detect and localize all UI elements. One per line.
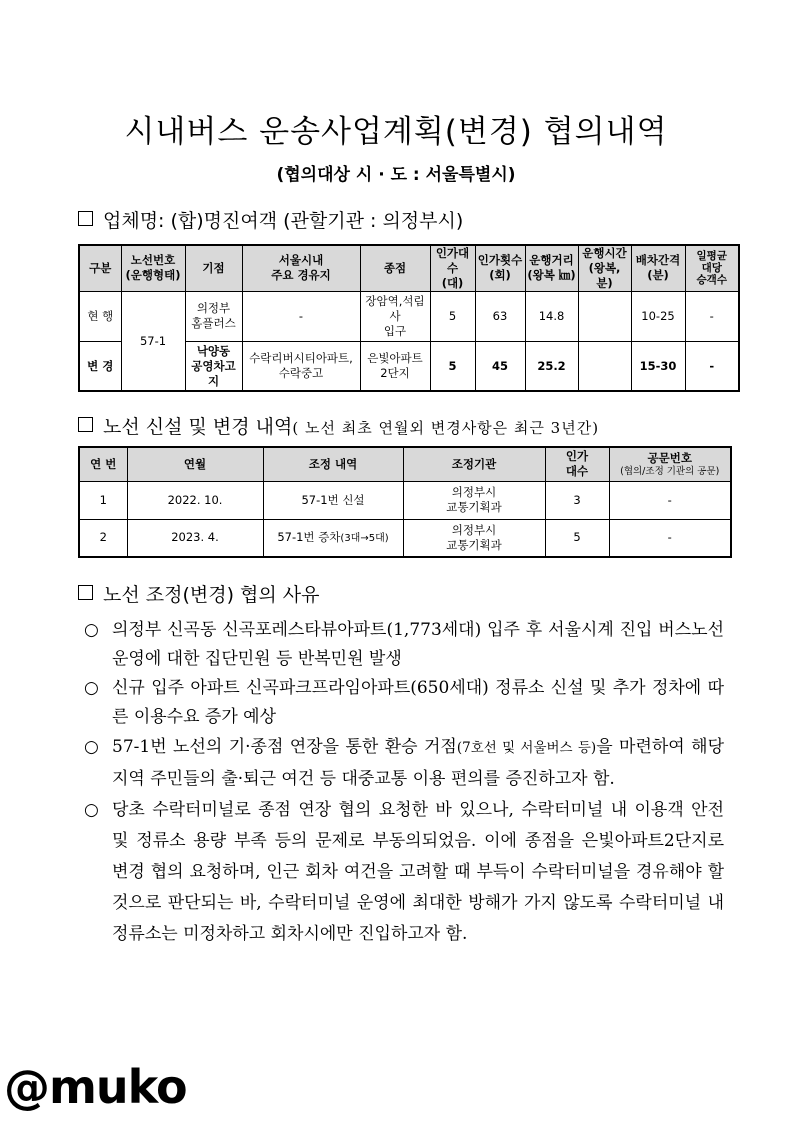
start-point: 낙양동 공영차고지 — [185, 341, 242, 391]
header-cell: 인가횟수 (회) — [475, 245, 525, 291]
section-reason — [78, 580, 319, 607]
bus-count: 5 — [430, 341, 475, 391]
route-history-table — [78, 446, 732, 558]
row-detail-cell — [263, 519, 403, 557]
table-row — [79, 481, 731, 519]
header-cell: 종점 — [360, 245, 430, 291]
row-detail-small: (3대→5대) — [340, 533, 389, 545]
header-cell: 기점 — [185, 245, 242, 291]
header-cell: 구분 — [79, 245, 121, 291]
header-cell: 인가대수 (대) — [430, 245, 475, 291]
row-type: 변 경 — [79, 341, 121, 391]
header-doc-label: 공문번호 — [647, 450, 692, 465]
reason-list — [84, 616, 724, 950]
row-agency: 의정부시 교통기획과 — [403, 481, 545, 519]
header-cell: 운행시간 (왕복, 분) — [578, 245, 631, 291]
header-cell: 조정 내역 — [263, 447, 403, 481]
row-number: 2 — [79, 519, 127, 557]
checkbox-square-icon — [78, 417, 93, 432]
header-cell: 노선번호 (운행형태) — [121, 245, 185, 291]
list-item-text: 당초 수락터미널로 종점 연장 협의 요청한 바 있으나, 수락터미널 내 이용객 안전 및 정류소 용량 부족 등의 문제로 부동의되었음. 이에 종점을 은빛아파트2단지로 변경 협의 요청하며, 인근 회차 여건을 고려할 때 부득이 수락터미널을 경유해야 할 것으로 판단되는 바, 수락터미널 운영에 최대한 방해가 가지 않도록 수락터미널 내 정류소는 미정차하고 회차시에만 진입하고자 함. — [112, 800, 724, 944]
list-item — [84, 674, 724, 732]
section-history-note: ( 노선 최초 연월외 변경사항은 최근 3년간) — [292, 419, 600, 437]
section-history-label: 노선 신설 및 변경 내역 — [103, 416, 293, 438]
route-plan-table — [78, 244, 740, 392]
passengers: - — [685, 291, 739, 341]
list-item-text: 57-1번 노선의 기·종점 연장을 통한 환승 거점 — [112, 737, 457, 757]
header-cell-doc — [609, 447, 731, 481]
header-cell: 일평균 대당 승객수 — [685, 245, 739, 291]
circle-bullet-icon: ○ — [84, 737, 99, 757]
interval: 15-30 — [631, 341, 685, 391]
table-row — [79, 291, 739, 341]
list-item-text-small: (7호선 및 서울버스 등) — [456, 740, 597, 756]
row-count: 3 — [545, 481, 609, 519]
trip-count: 63 — [475, 291, 525, 341]
end-point: 장암역,석림사 입구 — [360, 291, 430, 341]
section-company — [78, 206, 463, 233]
list-item — [84, 616, 724, 674]
start-point: 의정부 홈플러스 — [185, 291, 242, 341]
header-cell: 서울시내 주요 경유지 — [242, 245, 360, 291]
section-history — [78, 412, 599, 439]
row-detail: 57-1번 증차 — [277, 530, 341, 545]
via-points: - — [242, 291, 360, 341]
table-header-row — [79, 447, 731, 481]
header-cell: 배차간격 (분) — [631, 245, 685, 291]
row-agency: 의정부시 교통기획과 — [403, 519, 545, 557]
run-time — [578, 341, 631, 391]
row-date: 2022. 10. — [127, 481, 263, 519]
circle-bullet-icon: ○ — [84, 620, 99, 640]
page-title: 시내버스 운송사업계획(변경) 협의내역 — [124, 114, 668, 150]
row-doc: - — [609, 481, 731, 519]
distance: 25.2 — [525, 341, 578, 391]
header-cell: 연월 — [127, 447, 263, 481]
interval: 10-25 — [631, 291, 685, 341]
circle-bullet-icon: ○ — [84, 800, 99, 820]
table-row — [79, 519, 731, 557]
header-cell: 인가 대수 — [545, 447, 609, 481]
route-number: 57-1 — [121, 291, 185, 391]
list-item-text: 의정부 신곡동 신곡포레스타뷰아파트(1,773세대) 입주 후 서울시계 진입 버스노선 운영에 대한 집단민원 등 반복민원 발생 — [112, 620, 724, 669]
table-header-row — [79, 245, 739, 291]
row-type: 현 행 — [79, 291, 121, 341]
list-item-text: 을 마련하여 해당 지역 주민들의 출·퇴근 여건 등 대중교통 이용 편의를 증진하고자 함. — [112, 737, 724, 789]
checkbox-square-icon — [78, 211, 93, 226]
via-points: 수락리버시티아파트, 수락중고 — [242, 341, 360, 391]
distance: 14.8 — [525, 291, 578, 341]
section-company-label: 업체명: (합)명진여객 (관할기관 : 의정부시) — [103, 210, 464, 232]
row-doc: - — [609, 519, 731, 557]
bus-count: 5 — [430, 291, 475, 341]
trip-count: 45 — [475, 341, 525, 391]
end-point: 은빛아파트 2단지 — [360, 341, 430, 391]
list-item — [84, 795, 724, 950]
run-time — [578, 291, 631, 341]
list-item — [84, 732, 724, 795]
page-subtitle: (협의대상 시 · 도 : 서울특별시) — [276, 165, 516, 185]
row-date: 2023. 4. — [127, 519, 263, 557]
row-count: 5 — [545, 519, 609, 557]
list-item-text: 신규 입주 아파트 신곡파크프라임아파트(650세대) 정류소 신설 및 추가 정차에 따른 이용수요 증가 예상 — [112, 678, 724, 727]
section-reason-label: 노선 조정(변경) 협의 사유 — [103, 584, 320, 606]
header-cell: 연 번 — [79, 447, 127, 481]
watermark: @muko — [4, 1060, 187, 1114]
header-doc-note: (협의/조정 기관의 공문) — [620, 465, 720, 477]
header-cell: 운행거리 (왕복 ㎞) — [525, 245, 578, 291]
checkbox-square-icon — [78, 585, 93, 600]
header-cell: 조정기관 — [403, 447, 545, 481]
passengers: - — [685, 341, 739, 391]
circle-bullet-icon: ○ — [84, 678, 99, 698]
row-number: 1 — [79, 481, 127, 519]
row-detail: 57-1번 신설 — [263, 481, 403, 519]
